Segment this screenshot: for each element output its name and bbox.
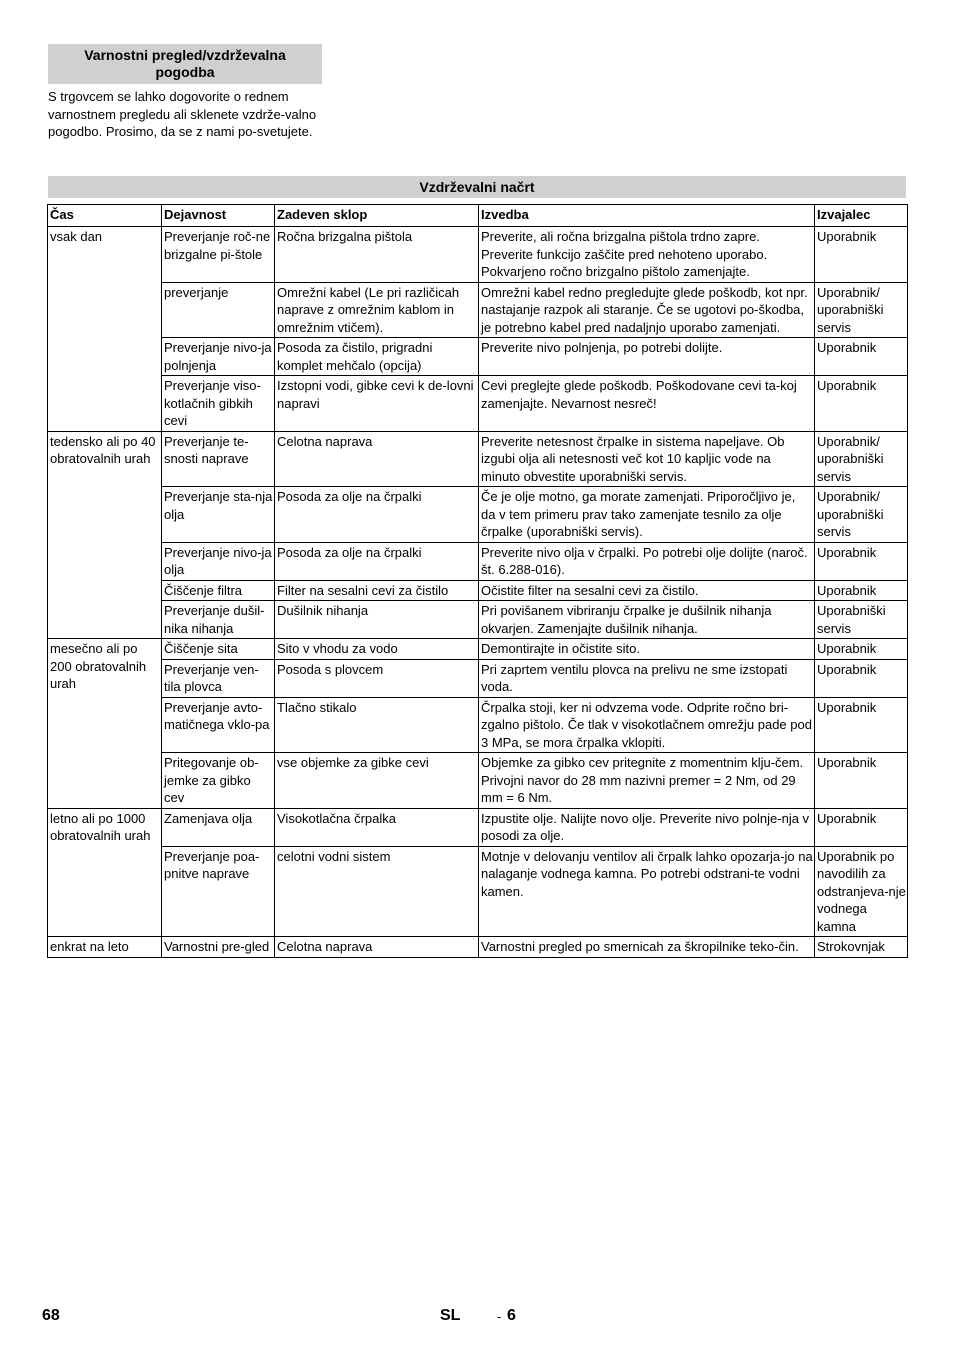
cell-activity: Preverjanje ven-tila plovca [162, 659, 275, 697]
cell-part: Posoda s plovcem [275, 659, 479, 697]
cell-part: Posoda za čistilo, prigradni komplet mehčalo (opcija) [275, 338, 479, 376]
cell-activity: Preverjanje avto-matičnega vklo-pa [162, 697, 275, 753]
table-row [48, 487, 908, 543]
cell-part: Tlačno stikalo [275, 697, 479, 753]
table-row [48, 753, 908, 809]
header-time: Čas [48, 205, 162, 227]
cell-procedure: Preverite nivo olja v črpalki. Po potrebi olje dolijte (naroč. št. 6.288-016). [479, 542, 815, 580]
cell-performer: Uporabnik [815, 580, 908, 601]
cell-activity: Preverjanje dušil-nika nihanja [162, 601, 275, 639]
cell-activity: Zamenjava olja [162, 808, 275, 846]
cell-time: vsak dan [48, 227, 162, 432]
cell-performer: Uporabnik [815, 697, 908, 753]
header-procedure: Izvedba [479, 205, 815, 227]
table-row [48, 376, 908, 432]
cell-procedure: Izpustite olje. Nalijte novo olje. Preverite nivo polnje-nja v posodi za olje. [479, 808, 815, 846]
page-number: 68 [42, 1307, 60, 1324]
cell-performer: Uporabnik [815, 753, 908, 809]
cell-activity: Preverjanje poa-pnitve naprave [162, 846, 275, 937]
cell-part: Celotna naprava [275, 431, 479, 487]
cell-performer: Strokovnjak [815, 937, 908, 958]
cell-procedure: Pri povišanem vibriranju črpalke je dušilnik nihanja okvarjen. Zamenjajte dušilnik nihanja. [479, 601, 815, 639]
cell-time: mesečno ali po 200 obratovalnih urah [48, 639, 162, 809]
cell-procedure: Očistite filter na sesalni cevi za čistilo. [479, 580, 815, 601]
cell-part: vse objemke za gibke cevi [275, 753, 479, 809]
cell-performer: Uporabnik po navodilih za odstranjeva-nje vodnega kamna [815, 846, 908, 937]
cell-procedure: Preverite netesnost črpalke in sistema napeljave. Ob izgubi olja ali netesnosti več kot 10 kapljic vode na minuto obvestite uporabniški servis. [479, 431, 815, 487]
cell-performer: Uporabnik [815, 639, 908, 660]
cell-activity: preverjanje [162, 282, 275, 338]
cell-activity: Preverjanje sta-nja olja [162, 487, 275, 543]
cell-procedure: Črpalka stoji, ker ni odvzema vode. Odprite ročno bri-zgalno pištolo. Če tlak v visokotlačnem omrežju pade pod 3 MPa, se mora črpalka vklopiti. [479, 697, 815, 753]
cell-procedure: Pri zaprtem ventilu plovca na prelivu ne sme izstopati voda. [479, 659, 815, 697]
cell-procedure: Objemke za gibko cev pritegnite z momentnim klju-čem. Privojni navor do 28 mm nazivni premer = 2 Nm, od 29 mm = 6 Nm. [479, 753, 815, 809]
cell-part: Posoda za olje na črpalki [275, 542, 479, 580]
cell-time: tedensko ali po 40 obratovalnih urah [48, 431, 162, 639]
cell-part: Dušilnik nihanja [275, 601, 479, 639]
cell-performer: Uporabnik [815, 376, 908, 432]
cell-activity: Preverjanje viso-kotlačnih gibkih cevi [162, 376, 275, 432]
cell-procedure: Omrežni kabel redno pregledujte glede poškodb, kot npr. nastajanje razpok ali staranje. Če se ugotovi po-škodba, je potrebno kabel pred nadaljnjo uporabo zamenjati. [479, 282, 815, 338]
cell-part: Celotna naprava [275, 937, 479, 958]
table-row [48, 338, 908, 376]
cell-activity: Preverjanje nivo-ja polnjenja [162, 338, 275, 376]
cell-activity: Varnostni pre-gled [162, 937, 275, 958]
cell-performer: Uporabnik [815, 338, 908, 376]
cell-performer: Uporabniški servis [815, 601, 908, 639]
table-row [48, 601, 908, 639]
cell-performer: Uporabnik [815, 808, 908, 846]
cell-procedure: Cevi preglejte glede poškodb. Poškodovane cevi ta-koj zamenjajte. Nevarnost nesreč! [479, 376, 815, 432]
table-row [48, 697, 908, 753]
table-row [48, 542, 908, 580]
cell-performer: Uporabnik/ uporabniški servis [815, 282, 908, 338]
cell-activity: Preverjanje roč-ne brizgalne pi-štole [162, 227, 275, 283]
cell-performer: Uporabnik/ uporabniški servis [815, 487, 908, 543]
cell-procedure: Demontirajte in očistite sito. [479, 639, 815, 660]
header-performer: Izvajalec [815, 205, 908, 227]
cell-part: Sito v vhodu za vodo [275, 639, 479, 660]
section-number: 6 [507, 1307, 516, 1324]
cell-performer: Uporabnik [815, 227, 908, 283]
table-row [48, 846, 908, 937]
cell-procedure: Preverite nivo polnjenja, po potrebi dolijte. [479, 338, 815, 376]
table-row [48, 431, 908, 487]
table-row [48, 808, 908, 846]
cell-part: Visokotlačna črpalka [275, 808, 479, 846]
cell-performer: Uporabnik [815, 659, 908, 697]
table-header-row [48, 205, 908, 227]
cell-activity: Čiščenje filtra [162, 580, 275, 601]
cell-part: Omrežni kabel (Le pri različicah naprave z omrežnim kablom in omrežnim vtičem). [275, 282, 479, 338]
cell-time: letno ali po 1000 obratovalnih urah [48, 808, 162, 937]
cell-procedure: Motnje v delovanju ventilov ali črpalk lahko opozarja-jo na nalaganje vodnega kamna. Po potrebi odstrani-te vodni kamen. [479, 846, 815, 937]
cell-part: Filter na sesalni cevi za čistilo [275, 580, 479, 601]
cell-procedure: Če je olje motno, ga morate zamenjati. Priporočljivo je, da v tem primeru prav tako zamenjate tesnilo za olje črpalke (uporabniški servis). [479, 487, 815, 543]
section-text: S trgovcem se lahko dogovorite o rednem varnostnem pregledu ali sklenete vzdrže-valno pogodbo. Prosimo, da se z nami po-svetujete. [48, 89, 317, 139]
cell-procedure: Preverite, ali ročna brizgalna pištola trdno zapre. Preverite funkcijo zaščite pred nehoteno uporabo. Pokvarjeno ročno brizgalno pištolo zamenjajte. [479, 227, 815, 283]
table-row [48, 639, 908, 660]
table-body [48, 227, 908, 958]
cell-part: Posoda za olje na črpalki [275, 487, 479, 543]
section-title: Varnostni pregled/vzdrževalna pogodba [84, 47, 286, 80]
table-row [48, 282, 908, 338]
cell-time: enkrat na leto [48, 937, 162, 958]
cell-activity: Čiščenje sita [162, 639, 275, 660]
cell-activity: Preverjanje te-snosti naprave [162, 431, 275, 487]
table-row [48, 937, 908, 958]
cell-activity: Preverjanje nivo-ja olja [162, 542, 275, 580]
cell-activity: Pritegovanje ob-jemke za gibko cev [162, 753, 275, 809]
footer-separator: - [497, 1309, 502, 1324]
header-activity: Dejavnost [162, 205, 275, 227]
language-code: SL [440, 1307, 461, 1324]
cell-part: Izstopni vodi, gibke cevi k de-lovni napravi [275, 376, 479, 432]
maintenance-table [47, 204, 908, 958]
table-row [48, 580, 908, 601]
table-row [48, 227, 908, 283]
cell-part: Ročna brizgalna pištola [275, 227, 479, 283]
cell-part: celotni vodni sistem [275, 846, 479, 937]
cell-performer: Uporabnik/ uporabniški servis [815, 431, 908, 487]
header-part: Zadeven sklop [275, 205, 479, 227]
cell-performer: Uporabnik [815, 542, 908, 580]
cell-procedure: Varnostni pregled po smernicah za škropilnike teko-čin. [479, 937, 815, 958]
table-row [48, 659, 908, 697]
plan-title: Vzdrževalni načrt [48, 176, 906, 198]
section-title-box [48, 44, 322, 84]
